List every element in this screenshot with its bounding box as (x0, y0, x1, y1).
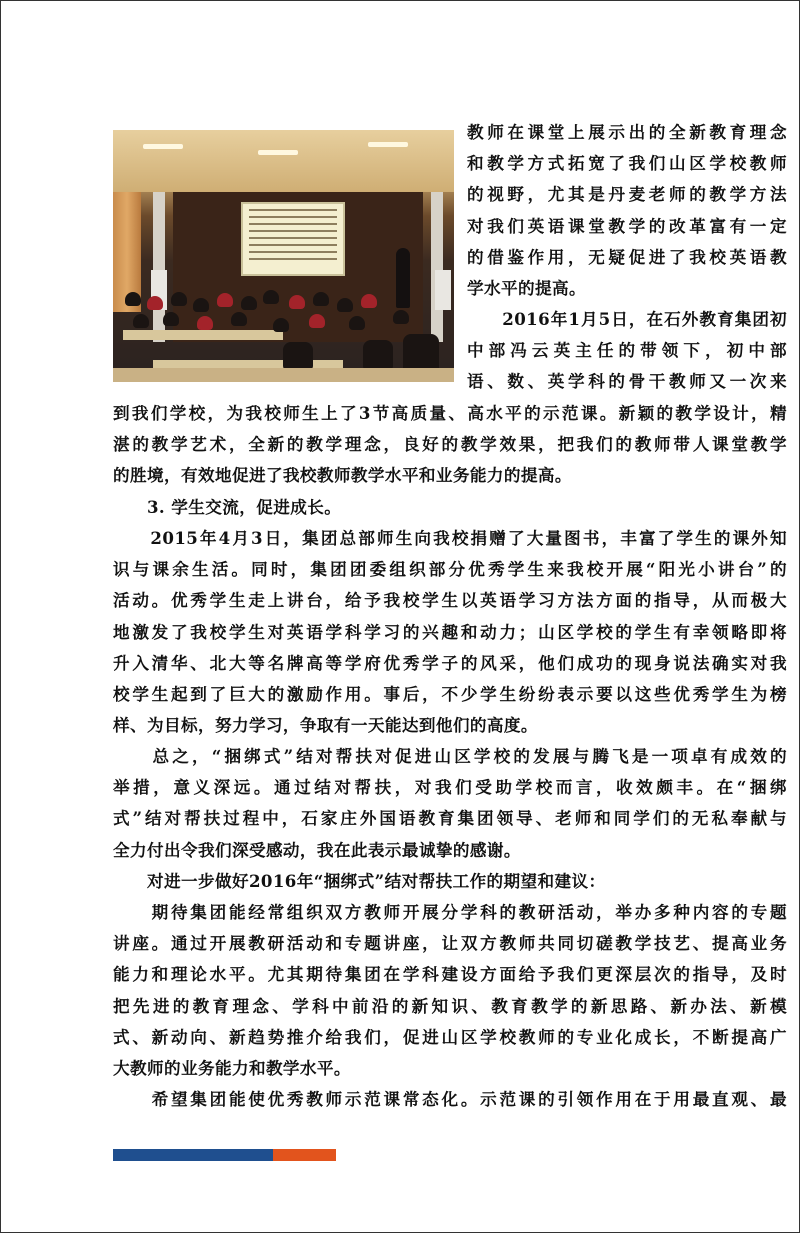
paragraph-summary (113, 741, 787, 866)
text-line: 大教师的业务能力和教学水平。 (113, 1058, 351, 1079)
text-line: 对我们英语课堂教学的改革富有一定 (467, 215, 787, 236)
text-line: 2015年4月3日，集团总部师生向我校捐赠了大量图书，丰富了学生的课外知 (113, 528, 787, 548)
text-line: 讲座。通过开展教研活动和专题讲座，让双方教师共同切磋教学技艺、提高业务 (113, 933, 787, 954)
paragraph-intro (467, 117, 787, 304)
paragraph-demo-class (113, 398, 787, 492)
text-line: 校学生起到了巨大的激励作用。事后，不少学生纷纷表示要以这些优秀学生为榜 (113, 684, 787, 705)
footer-bar-blue (113, 1149, 273, 1161)
section-heading (113, 492, 787, 523)
text-line: 举措，意义深远。通过结对帮扶，对我们受助学校而言，收效颇丰。在“捆绑 (113, 777, 787, 798)
photo-light (258, 150, 298, 155)
paragraph-demo-class-side (467, 304, 787, 398)
text-line: 地激发了我校学生对英语学科学习的兴趣和动力；山区学校的学生有幸领略即将 (113, 621, 787, 642)
photo-floor (113, 368, 454, 382)
text-line: 式”结对帮扶过程中，石家庄外国语教育集团领导、老师和同学们的无私奉献与 (113, 808, 787, 829)
photo-ceiling (113, 130, 454, 192)
photo-light (368, 142, 408, 147)
paragraph-student-exchange (113, 523, 787, 741)
text-line: 期待集团能经常组织双方教师开展分学科的教研活动，举办多种内容的专题 (113, 902, 787, 922)
paragraph-demo-normalization (113, 1084, 787, 1115)
paragraph-expectations-intro (113, 866, 787, 897)
text-line: 全力付出令我们深受感动，我在此表示最诚挚的感谢。 (113, 839, 521, 860)
text-line: 的胜境，有效地促进了我校教师教学水平和业务能力的提高。 (113, 465, 572, 486)
text-line: 升入清华、北大等名牌高等学府优秀学子的风采，他们成功的现身说法确实对我 (113, 652, 787, 673)
text-line: 对进一步做好2016年“捆绑式”结对帮扶工作的期望和建议： (113, 871, 606, 891)
text-line: 语、数、英学科的骨干教师又一次来 (467, 371, 787, 392)
text-line: 式、新动向、新趋势推介给我们，促进山区学校教师的专业化成长，不断提高广 (113, 1026, 787, 1047)
text-line: 到我们学校，为我校师生上了3节高质量、高水平的示范课。新颖的教学设计，精 (113, 403, 787, 423)
photo-light (143, 144, 183, 149)
text-line: 3. 学生交流，促进成长。 (113, 497, 342, 517)
text-line: 和教学方式拓宽了我们山区学校教师 (467, 153, 787, 174)
paragraph-expectations (113, 897, 787, 1084)
text-line: 教师在课堂上展示出的全新教育理念 (467, 122, 787, 142)
text-line: 的视野，尤其是丹麦老师的教学方法 (467, 184, 787, 205)
text-line: 2016年1月5日，在石外教育集团初 (467, 309, 787, 329)
text-line: 的借鉴作用，无疑促进了我校英语教 (467, 246, 787, 267)
text-line: 活动。优秀学生走上讲台，给予我校学生以英语学习方法方面的指导，从而极大 (113, 590, 787, 611)
text-line: 希望集团能使优秀教师示范课常态化。示范课的引领作用在于用最直观、最 (113, 1089, 787, 1109)
text-line: 识与课余生活。同时，集团团委组织部分优秀学生来我校开展“阳光小讲台”的 (113, 559, 787, 580)
text-line: 学水平的提高。 (467, 278, 586, 299)
classroom-photo (113, 130, 454, 382)
text-line: 把先进的教育理念、学科中前沿的新知识、教育教学的新思路、新办法、新模 (113, 995, 787, 1016)
text-line: 中部冯云英主任的带领下，初中部 (467, 340, 787, 361)
text-line: 湛的教学艺术，全新的教学理念，良好的教学效果，把我们的教师带人课堂教学 (113, 434, 787, 455)
text-line: 能力和理论水平。尤其期待集团在学科建设方面给予我们更深层次的指导，及时 (113, 964, 787, 985)
projection-screen (241, 202, 345, 276)
text-line: 总之，“捆绑式”结对帮扶对促进山区学校的发展与腾飞是一项卓有成效的 (113, 746, 787, 766)
text-line: 样、为目标，努力学习，争取有一天能达到他们的高度。 (113, 715, 538, 736)
footer-bar-orange (273, 1149, 336, 1161)
